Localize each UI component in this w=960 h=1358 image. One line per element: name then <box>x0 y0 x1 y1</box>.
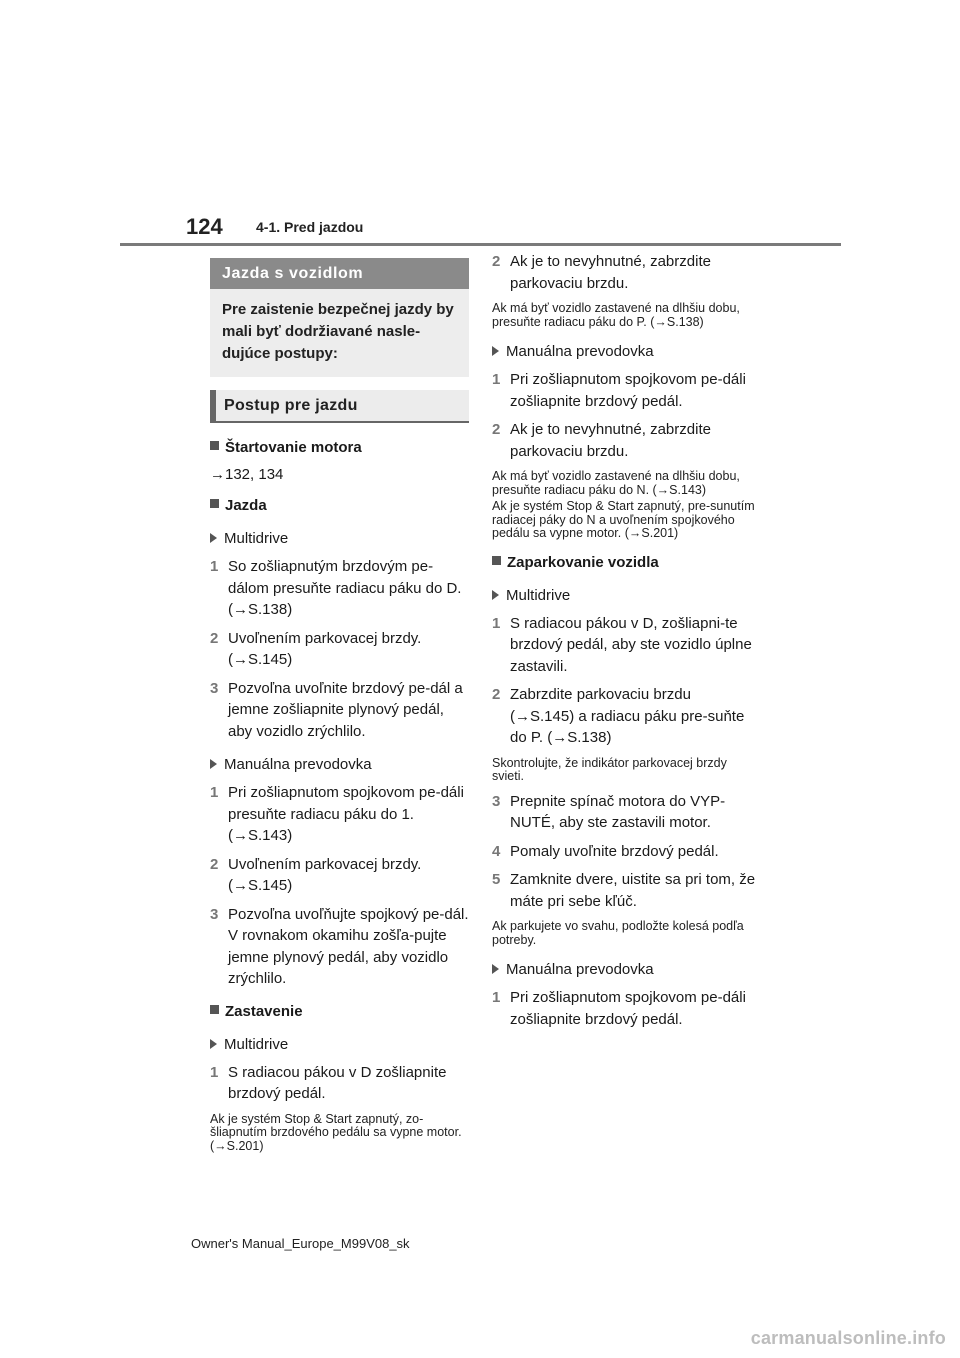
step-number: 1 <box>492 614 501 632</box>
step-text: Uvoľnením parkovacej brzdy. (→S.145) <box>228 629 422 668</box>
step-number: 2 <box>210 855 219 873</box>
step-number: 2 <box>492 686 501 703</box>
section-intro: Pre zaistenie bezpečnej jazdy by mali byť dodržiavané nasle-dujúce postupy: <box>210 289 469 377</box>
step <box>492 251 757 294</box>
step-number: 2 <box>492 421 501 438</box>
step <box>492 869 757 912</box>
header-rule <box>120 243 841 246</box>
subheading-multidrive: Multidrive <box>210 1035 469 1055</box>
section-title: 4-1. Pred jazdou <box>256 219 364 235</box>
triangle-bullet-icon <box>492 346 499 356</box>
step <box>210 628 469 671</box>
step-text: Zamknite dvere, uistite sa pri tom, že máte pri sebe kľúč. <box>510 871 756 910</box>
step-text: Uvoľnením parkovacej brzdy. (→S.145) <box>228 855 422 894</box>
step <box>492 841 757 863</box>
step-text: Zabrzdite parkovaciu brzdu (→S.145) a radiacu páku pre-suňte do P. (→S.138) <box>510 686 745 746</box>
step-text: Ak je to nevyhnutné, zabrzdite parkovaciu brzdu. <box>510 253 711 292</box>
step <box>210 904 469 990</box>
step-text: Pri zošliapnutom spojkovom pe-dáli presuňte radiacu páku do 1. (→S.143) <box>228 784 464 844</box>
step <box>210 782 469 847</box>
note: Ak je systém Stop & Start zapnutý, zo-šliapnutím brzdového pedálu sa vypne motor. (→S.201) <box>210 1111 462 1153</box>
step-number: 3 <box>492 792 501 810</box>
step <box>492 419 757 462</box>
step-text: S radiacou pákou v D, zošliapni-te brzdový pedál, aby ste vozidlo úplne zastavili. <box>510 614 752 675</box>
step-number: 4 <box>492 842 501 860</box>
step-number: 3 <box>210 905 219 923</box>
square-bullet-icon <box>210 1005 219 1014</box>
step-number: 1 <box>210 784 219 801</box>
step-number: 1 <box>210 558 219 575</box>
triangle-bullet-icon <box>492 964 499 974</box>
note: Ak má byť vozidlo zastavené na dlhšiu dobu, presuňte radiacu páku do N. (→S.143) <box>492 469 740 497</box>
step-number: 1 <box>492 371 501 388</box>
heading-starting-engine: Štartovanie motora <box>210 438 469 458</box>
triangle-bullet-icon <box>210 533 217 543</box>
step-text: Pri zošliapnutom spojkovom pe-dáli zošliapnite brzdový pedál. <box>510 989 746 1028</box>
heading-parking: Zaparkovanie vozidla <box>492 553 757 573</box>
subheading-manual: Manuálna prevodovka <box>492 342 757 362</box>
step <box>210 854 469 897</box>
step-number: 3 <box>210 679 219 697</box>
step <box>492 369 757 412</box>
page-number: 124 <box>186 214 223 239</box>
procedure-banner: Postup pre jazdu <box>210 390 469 423</box>
step-text: S radiacou pákou v D zošliapnite brzdový pedál. <box>228 1063 447 1102</box>
step-number: 5 <box>492 871 501 888</box>
note: Ak je systém Stop & Start zapnutý, pre-sunutím radiacej páky do N a uvoľnením spojkového pedálu sa vypne motor. (→S.201) <box>492 499 755 540</box>
left-column <box>210 258 469 1153</box>
step <box>492 791 757 834</box>
triangle-bullet-icon <box>210 1039 217 1049</box>
step-text: So zošliapnutým brzdovým pe-dálom presuňte radiacu páku do D. (→S.138) <box>228 558 462 618</box>
step-number: 1 <box>492 989 501 1006</box>
page-reference: →132, 134 <box>210 466 284 483</box>
heading-driving: Jazda <box>210 496 469 516</box>
note: Ak parkujete vo svahu, podložte kolesá podľa potreby. <box>492 919 744 947</box>
step-text: Prepnite spínač motora do VYP-NUTÉ, aby ste zastavili motor. <box>510 792 726 831</box>
subheading-multidrive: Multidrive <box>210 529 469 549</box>
right-column <box>492 251 757 1030</box>
square-bullet-icon <box>492 556 501 565</box>
step-text: Pomaly uvoľnite brzdový pedál. <box>510 842 719 860</box>
triangle-bullet-icon <box>492 590 499 600</box>
step <box>492 684 757 749</box>
step <box>492 613 757 678</box>
step-number: 1 <box>210 1063 219 1081</box>
subheading-manual: Manuálna prevodovka <box>492 960 757 980</box>
section-banner: Jazda s vozidlom <box>210 258 469 289</box>
step-text: Ak je to nevyhnutné, zabrzdite parkovaciu brzdu. <box>510 421 711 460</box>
note: Ak má byť vozidlo zastavené na dlhšiu dobu, presuňte radiacu páku do P. (→S.138) <box>492 301 740 329</box>
step <box>210 678 469 743</box>
step <box>210 1062 469 1105</box>
step-number: 2 <box>210 629 219 647</box>
heading-stopping: Zastavenie <box>210 1002 469 1022</box>
subheading-manual: Manuálna prevodovka <box>210 755 469 775</box>
triangle-bullet-icon <box>210 759 217 769</box>
footer: Owner's Manual_Europe_M99V08_sk <box>191 1236 410 1251</box>
watermark: carmanualsonline.info <box>750 1328 946 1348</box>
step-number: 2 <box>492 253 501 270</box>
step-text: Pozvoľna uvoľnite brzdový pe-dál a jemne zošliapnite plynový pedál, aby vozidlo zrýchlilo. <box>228 679 463 740</box>
step <box>492 987 757 1030</box>
step-text: Pri zošliapnutom spojkovom pe-dáli zošliapnite brzdový pedál. <box>510 371 746 410</box>
subheading-multidrive: Multidrive <box>492 586 757 606</box>
note: Skontrolujte, že indikátor parkovacej brzdy svieti. <box>492 755 727 783</box>
square-bullet-icon <box>210 499 219 508</box>
square-bullet-icon <box>210 441 219 450</box>
step-text: Pozvoľna uvoľňujte spojkový pe-dál. V rovnakom okamihu zošľa-pujte jemne plynový pedál, aby vozidlo zrýchlilo. <box>228 905 469 987</box>
step <box>210 556 469 621</box>
